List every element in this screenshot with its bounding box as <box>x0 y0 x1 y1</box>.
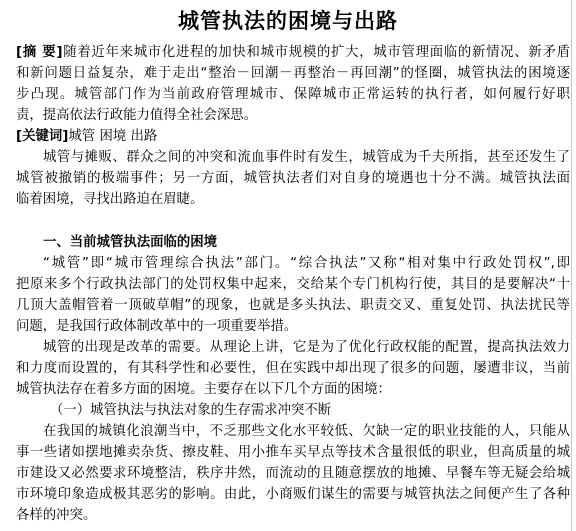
abstract-line-2: 和新问题日益复杂，难于走出“整治－回潮－再整治－再回潮”的怪圈，城管执法的困境逐 <box>16 66 570 81</box>
subsection-1-para-line-5: 各样的冲突。 <box>16 508 97 523</box>
intro-line-3: 临着困境，寻找出路迫在眉睫。 <box>16 192 204 207</box>
abstract-line-4: 责，提高依法行政能力值得全社会深思。 <box>16 108 258 123</box>
abstract-line-3: 步凸现。城管部门作为当前政府管理城市、保障城市正常运转的执行者，如何履行好职 <box>16 87 570 102</box>
section-1-para-1-line-1: “城管”即“城市管理综合执法”部门。“综合执法”又称“相对集中行政处罚权”,即 <box>43 256 570 271</box>
subsection-1-para-line-2: 事一些诸如摆地摊卖杂货、擦皮鞋、用小推车买早点等技术含量很低的职业，但高质量的城 <box>16 445 570 460</box>
subsection-1-para-line-4: 市环境印象造成极其恶劣的影响。由此，小商贩们谋生的需要与城管执法之间便产生了各种 <box>16 487 570 502</box>
keywords-tag: [关键词] <box>16 129 69 144</box>
intro-line-1: 城管与摊贩、群众之间的冲突和流血事件时有发生，城管成为千夫所指，甚至还发生了 <box>43 150 570 165</box>
page-edge-divider <box>571 0 572 531</box>
abstract-text-1: 随着近年来城市化进程的加快和城市规模的扩大，城市管理面临的新情况、新矛盾 <box>62 45 570 60</box>
subsection-1-para-line-1: 在我国的城镇化浪潮当中，不乏那些文化水平较低、欠缺一定的职业技能的人，只能从 <box>43 424 570 439</box>
section-1-para-2-line-1: 城管的出现是改革的需要。从理论上讲，它是为了优化行政权能的配置，提高执法效力 <box>43 340 570 355</box>
section-1-para-2-line-3: 城管执法存在着多方面的困境。主要存在以下几个方面的困境： <box>16 382 391 397</box>
document-title: 城管执法的困境与出路 <box>178 8 398 33</box>
abstract-tag: [摘 要] <box>16 45 63 60</box>
abstract-line-1 <box>16 42 570 63</box>
intro-line-2: 城管被撤销的极端事件；另一方面，城管执法者们对自身的境遇也十分不满。城管执法面 <box>16 171 570 186</box>
keywords-line <box>16 126 157 147</box>
section-1-para-2-line-2: 和力度而设置的，有其科学性和必要性，但在实践中却出现了很多的问题，屡遭非议，当前 <box>16 361 570 376</box>
section-1-para-1-line-2: 把原来多个行政执法部门的处罚权集中起来，交给某个专门机构行使，其目的是要解决“十 <box>16 277 570 292</box>
subsection-1-para-line-3: 市建设又必然要求环境整洁，秩序井然，而流动的且随意摆放的地摊、早餐车等无疑会给城 <box>16 466 570 481</box>
section-1-para-1-line-4: 问题，是我国行政体制改革中的一项重要举措。 <box>16 319 298 334</box>
section-1-heading: 一、当前城管执法面临的困境 <box>43 235 218 250</box>
section-1-para-1-line-3: 几顶大盖帽管着一顶破草帽”的现象，也就是多头执法、职责交叉、重复处罚、执法扰民等 <box>16 298 570 313</box>
subsection-1-heading: （一）城管执法与执法对象的生存需求冲突不断 <box>50 403 332 418</box>
keywords-text: 城管 困境 出路 <box>68 129 158 144</box>
